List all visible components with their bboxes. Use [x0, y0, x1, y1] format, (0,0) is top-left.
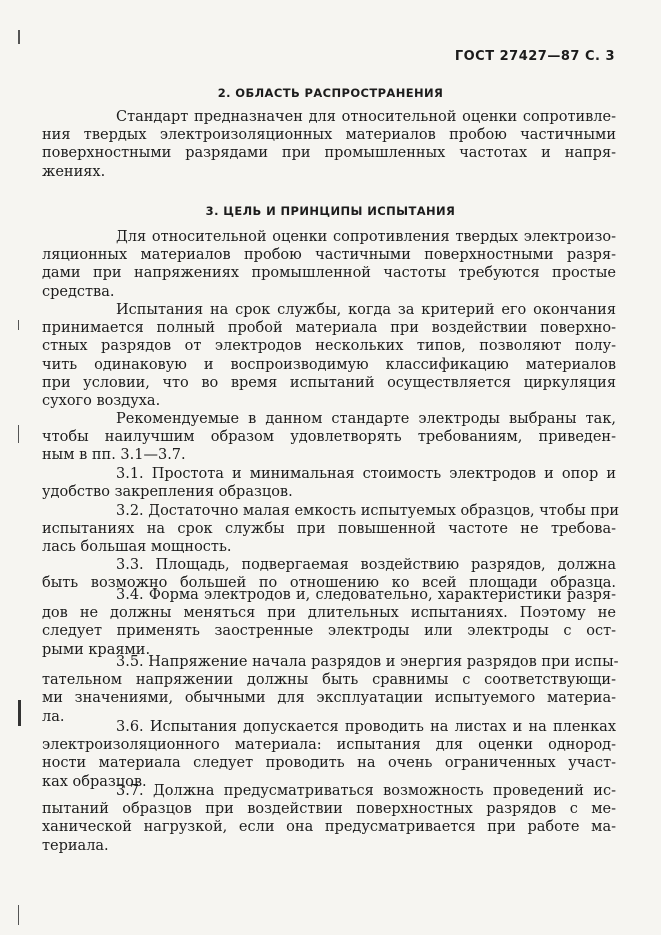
- text-line: ния твердых электроизоляционных материалов пробою частичными: [42, 127, 616, 144]
- text-line: 3.5. Напряжение начала разрядов и энергия разрядов при испы-: [116, 654, 619, 670]
- text-line: 3.6. Испытания допускается проводить на листах и на пленках: [116, 719, 616, 735]
- text-line: ми значениями, обычными для эксплуатации испытуемого материа-: [42, 690, 616, 707]
- text-line: Стандарт предназначен для относительной оценки сопротивле-: [116, 109, 616, 125]
- text-line: тательном напряжении должны быть сравнимы с соответствующи-: [42, 672, 616, 689]
- margin-scan-mark: [18, 320, 19, 330]
- text-line: жениях.: [42, 163, 106, 180]
- text-line: стных разрядов от электродов нескольких типов, позволяют полу-: [42, 338, 616, 355]
- text-line: электроизоляционного материала: испытания для оценки однород-: [42, 737, 616, 754]
- paragraph: [42, 782, 616, 855]
- paragraph: [42, 108, 616, 181]
- text-line: принимается полный пробой материала при воздействии поверхно-: [42, 320, 616, 337]
- paragraph: [42, 465, 616, 501]
- text-line: териала.: [42, 837, 109, 854]
- running-header: ГОСТ 27427—87 С. 3: [454, 49, 615, 64]
- margin-scan-mark: [18, 905, 19, 925]
- text-line: ках образцов.: [42, 773, 147, 790]
- text-line: при условии, что во время испытаний осуществляется циркуляция: [42, 374, 616, 391]
- section-heading: 3. ЦЕЛЬ И ПРИНЦИПЫ ИСПЫТАНИЯ: [205, 204, 456, 218]
- text-line: чить одинаковую и воспроизводимую классификацию материалов: [42, 356, 616, 373]
- paragraph: [42, 653, 619, 726]
- margin-scan-mark: [18, 700, 21, 726]
- text-line: 3.4. Форма электродов и, следовательно, характеристики разря-: [116, 587, 616, 603]
- text-line: пытаний образцов при воздействии поверхностных разрядов с ме-: [42, 801, 616, 818]
- text-line: чтобы наилучшим образом удовлетворять требованиям, приведен-: [42, 429, 616, 446]
- paragraph: [42, 410, 616, 465]
- text-line: 3.1. Простота и минимальная стоимость электродов и опор и: [116, 466, 616, 482]
- paragraph: [42, 718, 616, 791]
- text-line: лась большая мощность.: [42, 539, 232, 556]
- margin-scan-mark: [18, 30, 20, 44]
- text-line: ляционных материалов пробою частичными поверхностными разря-: [42, 247, 616, 264]
- text-line: ности материала следует проводить на очень ограниченных участ-: [42, 755, 616, 772]
- text-line: ханической нагрузкой, если она предусматривается при работе ма-: [42, 819, 616, 836]
- margin-scan-mark: [18, 425, 19, 443]
- paragraph: [42, 502, 620, 557]
- text-line: 3.3. Площадь, подвергаемая воздействию разрядов, должна: [116, 557, 616, 573]
- text-line: быть возможно большей по отношению ко всей площади образца.: [42, 575, 616, 592]
- text-line: дов не должны меняться при длительных испытаниях. Поэтому не: [42, 605, 616, 622]
- text-line: поверхностными разрядами при промышленных частотах и напря-: [42, 145, 616, 162]
- section-heading: 2. ОБЛАСТЬ РАСПРОСТРАНЕНИЯ: [217, 86, 444, 100]
- text-line: ла.: [42, 708, 65, 725]
- text-line: дами при напряжениях промышленной частоты требуются простые: [42, 265, 616, 282]
- text-line: 3.7. Должна предусматриваться возможность проведений ис-: [116, 783, 616, 799]
- text-line: Для относительной оценки сопротивления твердых электроизо-: [116, 229, 616, 245]
- text-line: испытаниях на срок службы при повышенной частоте не требова-: [42, 521, 616, 538]
- text-line: Рекомендуемые в данном стандарте электроды выбраны так,: [116, 411, 616, 427]
- text-line: сухого воздуха.: [42, 392, 161, 409]
- text-line: рыми краями.: [42, 641, 151, 658]
- text-line: следует применять заостренные электроды или электроды с ост-: [42, 623, 616, 640]
- text-line: удобство закрепления образцов.: [42, 484, 293, 501]
- text-line: 3.2. Достаточно малая емкость испытуемых образцов, чтобы при: [116, 503, 620, 519]
- text-line: Испытания на срок службы, когда за критерий его окончания: [116, 302, 616, 318]
- text-line: средства.: [42, 283, 115, 300]
- paragraph: [42, 228, 616, 301]
- text-line: ным в пп. 3.1—3.7.: [42, 447, 186, 464]
- paragraph: [42, 586, 616, 659]
- paragraph: [42, 301, 616, 410]
